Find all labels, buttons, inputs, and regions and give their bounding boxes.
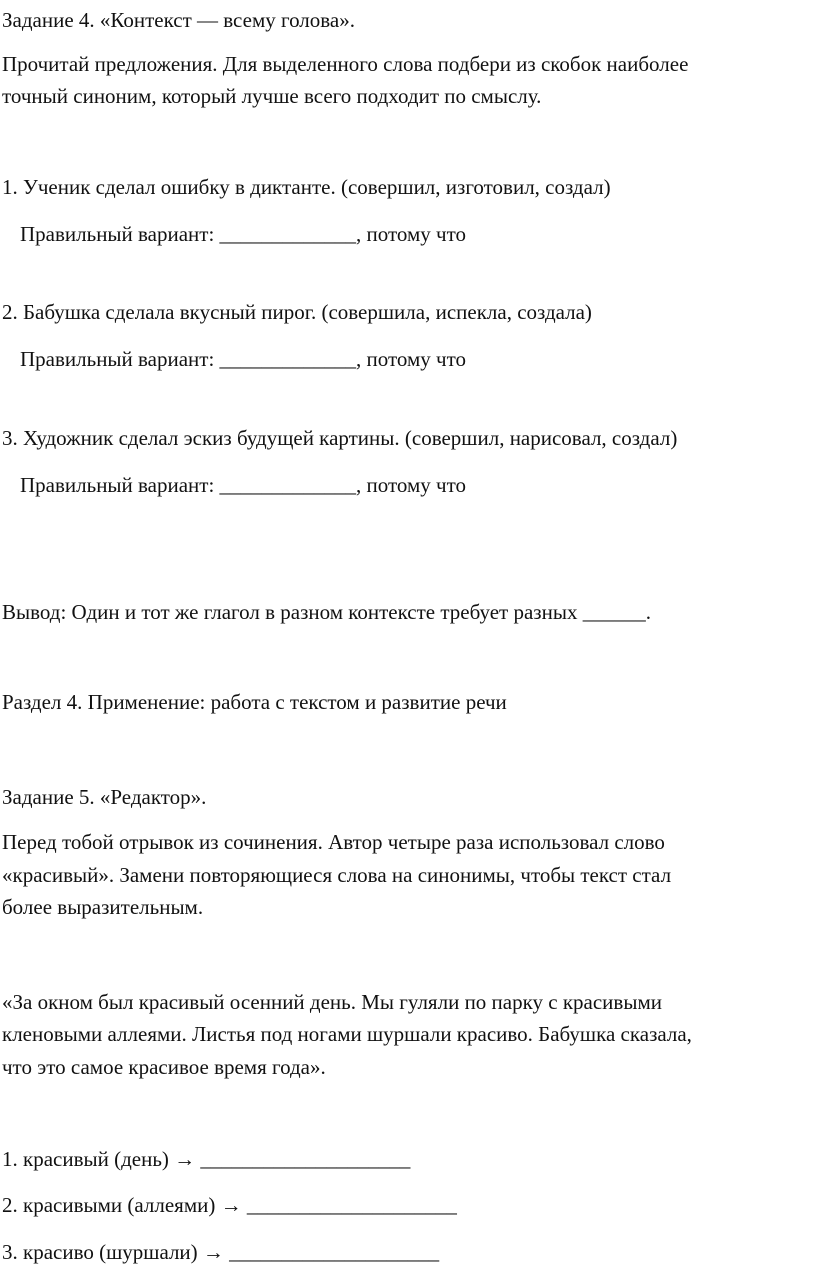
task5-excerpt-line3: что это самое красивое время года». (2, 1055, 326, 1079)
task4-item1-answer: Правильный вариант: _____________, потому что (20, 222, 467, 246)
task5-instruction-line2: «красивый». Замени повторяющиеся слова на синонимы, чтобы текст стал (2, 863, 672, 887)
task5-replacement-1: 1. красивый (день) → ____________________ (2, 1147, 411, 1171)
task5-excerpt-line1: «За окном был красивый осенний день. Мы гуляли по парку с красивыми (2, 990, 662, 1014)
task5-instruction-line1: Перед тобой отрывок из сочинения. Автор четыре раза использовал слово (2, 830, 665, 854)
task5-replacement-2: 2. красивыми (аллеями) → ____________________ (2, 1193, 457, 1217)
task4-instruction-line2: точный синоним, который лучше всего подходит по смыслу. (2, 84, 542, 108)
task5-replacement-3: 3. красиво (шуршали) → ____________________ (2, 1240, 440, 1264)
task4-instruction-line1: Прочитай предложения. Для выделенного слова подбери из скобок наиболее (2, 52, 689, 76)
task4-title: Задание 4. «Контекст — всему голова». (2, 8, 356, 32)
task4-item1-sentence: 1. Ученик сделал ошибку в диктанте. (совершил, изготовил, создал) (2, 175, 611, 199)
section4-title: Раздел 4. Применение: работа с текстом и развитие речи (2, 690, 507, 714)
task4-conclusion: Вывод: Один и тот же глагол в разном контексте требует разных ______. (2, 600, 651, 624)
task5-excerpt-line2: кленовыми аллеями. Листья под ногами шуршали красиво. Бабушка сказала, (2, 1022, 692, 1046)
task4-item2-sentence: 2. Бабушка сделала вкусный пирог. (совершила, испекла, создала) (2, 300, 592, 324)
task4-item3-answer: Правильный вариант: _____________, потому что (20, 473, 467, 497)
task4-item2-answer: Правильный вариант: _____________, потому что (20, 347, 467, 371)
task4-item3-sentence: 3. Художник сделал эскиз будущей картины. (совершил, нарисовал, создал) (2, 426, 678, 450)
task5-instruction-line3: более выразительным. (2, 895, 204, 919)
task5-title: Задание 5. «Редактор». (2, 785, 207, 809)
